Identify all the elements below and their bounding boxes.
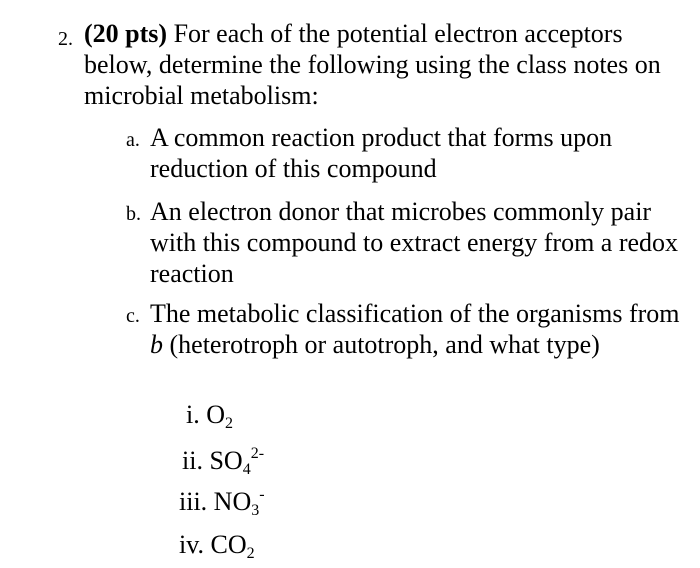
acceptor-numeral: i. (186, 400, 200, 429)
part-c (126, 298, 680, 360)
acceptor-formula-superscript: 2- (250, 445, 265, 462)
question-points: (20 pts) (84, 19, 168, 48)
part-b-text: An electron donor that microbes commonly pair with this compound to extract energy from a redox reaction (150, 197, 679, 288)
acceptor-formula-base: NO (213, 487, 252, 516)
part-a-text: A common reaction product that forms upon reduction of this compound (150, 123, 613, 183)
part-b-label: b. (126, 203, 141, 225)
acceptor-formula-subscript: 4 (242, 461, 251, 478)
acceptor-item (179, 487, 265, 517)
acceptor-formula-base: SO (209, 446, 243, 475)
part-c-text-after: (heterotroph or autotroph, and what type) (163, 330, 600, 359)
acceptor-item (182, 446, 264, 476)
question-stem-text: For each of the potential electron acceptors below, determine the following using the class notes on microbial metabolism: (84, 19, 661, 110)
acceptor-formula-subscript: 3 (251, 502, 260, 519)
question-stem (84, 18, 684, 111)
acceptor-numeral: iii. (179, 487, 208, 516)
part-b (126, 196, 680, 289)
part-a (126, 122, 680, 184)
part-c-text-italic: b (150, 330, 163, 359)
part-c-text-before: The metabolic classification of the organisms from (150, 299, 680, 328)
acceptor-item (186, 400, 233, 430)
question-number: 2. (58, 28, 73, 50)
part-c-label: c. (126, 305, 140, 327)
acceptor-item (179, 530, 255, 560)
acceptor-numeral: ii. (182, 446, 203, 475)
acceptor-formula-superscript: - (259, 486, 265, 503)
acceptor-formula-base: O (206, 400, 226, 429)
acceptor-formula-base: CO (210, 530, 247, 559)
acceptor-formula-subscript: 2 (246, 545, 255, 562)
acceptor-formula-subscript: 2 (225, 415, 234, 432)
acceptor-numeral: iv. (179, 530, 205, 559)
part-a-label: a. (126, 129, 140, 151)
